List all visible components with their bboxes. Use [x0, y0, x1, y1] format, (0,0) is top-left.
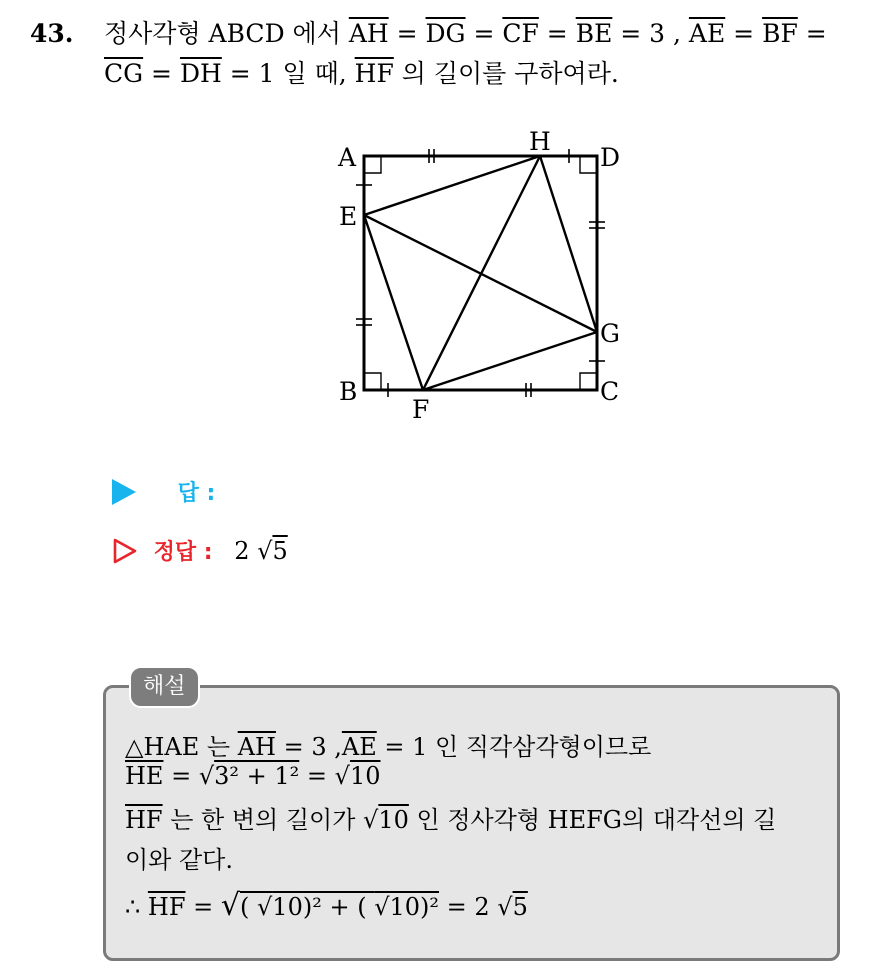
answer-triangle-icon — [112, 479, 136, 505]
diagonal-hf — [423, 156, 540, 390]
label-a: A — [338, 143, 357, 172]
right-angle-d — [580, 156, 597, 173]
segment-be: $\overline{BE}$ — [575, 19, 613, 48]
explanation-line-1: △HAE 는 $\overline{AH} = 3$ $,\overline{AE} = 1$ 인 직각삼각형이므로 — [125, 733, 652, 761]
explanation-line-4: 이와 같다. — [125, 846, 233, 874]
sqrt-expression: √3² + 1² — [198, 762, 300, 790]
segment-dh: $\overline{DH}$ — [179, 59, 222, 88]
question-line-1: 정사각형 ABCD 에서 $\overline{AH} = \overline{DG} = \overline{CF} = \overline{BE} = 3$ , $\overline{AE} = \overline{BF}$ = — [104, 19, 827, 48]
label-e: E — [339, 202, 358, 231]
answer-label: 답 : — [177, 481, 216, 506]
correct-answer-value: 2 √5 — [234, 536, 288, 565]
explanation-line-5: ∴ $\overline{HF}$ = √( √10)² + ( √10)² = 2 √5 — [125, 888, 528, 923]
segment-ae: $\overline{AE}$ — [688, 19, 726, 48]
explanation-line-3: $\overline{HF}$ 는 한 변의 길이가 √10 인 정사각형 HEFG의 대각선의 길 — [125, 806, 777, 834]
right-angle-c — [580, 373, 597, 390]
correct-answer-label: 정답 : — [153, 540, 213, 565]
sqrt-big: √ — [220, 888, 240, 923]
segment-hg — [540, 156, 597, 332]
square-figure — [330, 128, 640, 428]
correct-answer-row — [112, 535, 288, 566]
segment-cf: $\overline{CF}$ — [502, 19, 539, 48]
question-line-2: $\overline{CG} = \overline{DH} = 1$ 일 때, $\overline{HF}$ 의 길이를 구하여라. — [104, 59, 619, 88]
label-h: H — [529, 128, 551, 156]
segment-dg: $\overline{DG}$ — [425, 19, 466, 48]
label-d: D — [600, 143, 621, 172]
segment-hf: $\overline{HF}$ — [354, 59, 394, 88]
segment-gf — [423, 332, 597, 390]
explanation-line-2: $\overline{HE} = √3^2 + 1^2 = √10$ — [125, 762, 381, 790]
answer-row — [112, 476, 215, 507]
segment-bf: $\overline{BF}$ — [762, 19, 798, 48]
explanation-tag: 해설 — [129, 666, 200, 708]
segment-ah: $\overline{AH}$ — [348, 19, 389, 48]
label-c: C — [600, 377, 620, 406]
label-f: F — [412, 395, 430, 424]
label-g: G — [600, 319, 620, 348]
right-angle-a — [364, 156, 381, 173]
correct-answer-triangle-icon — [112, 538, 138, 564]
right-angle-b — [364, 373, 381, 390]
segment-cg: $\overline{CG}$ — [104, 59, 144, 88]
question-number: 43. — [30, 19, 74, 48]
label-b: B — [339, 377, 358, 406]
